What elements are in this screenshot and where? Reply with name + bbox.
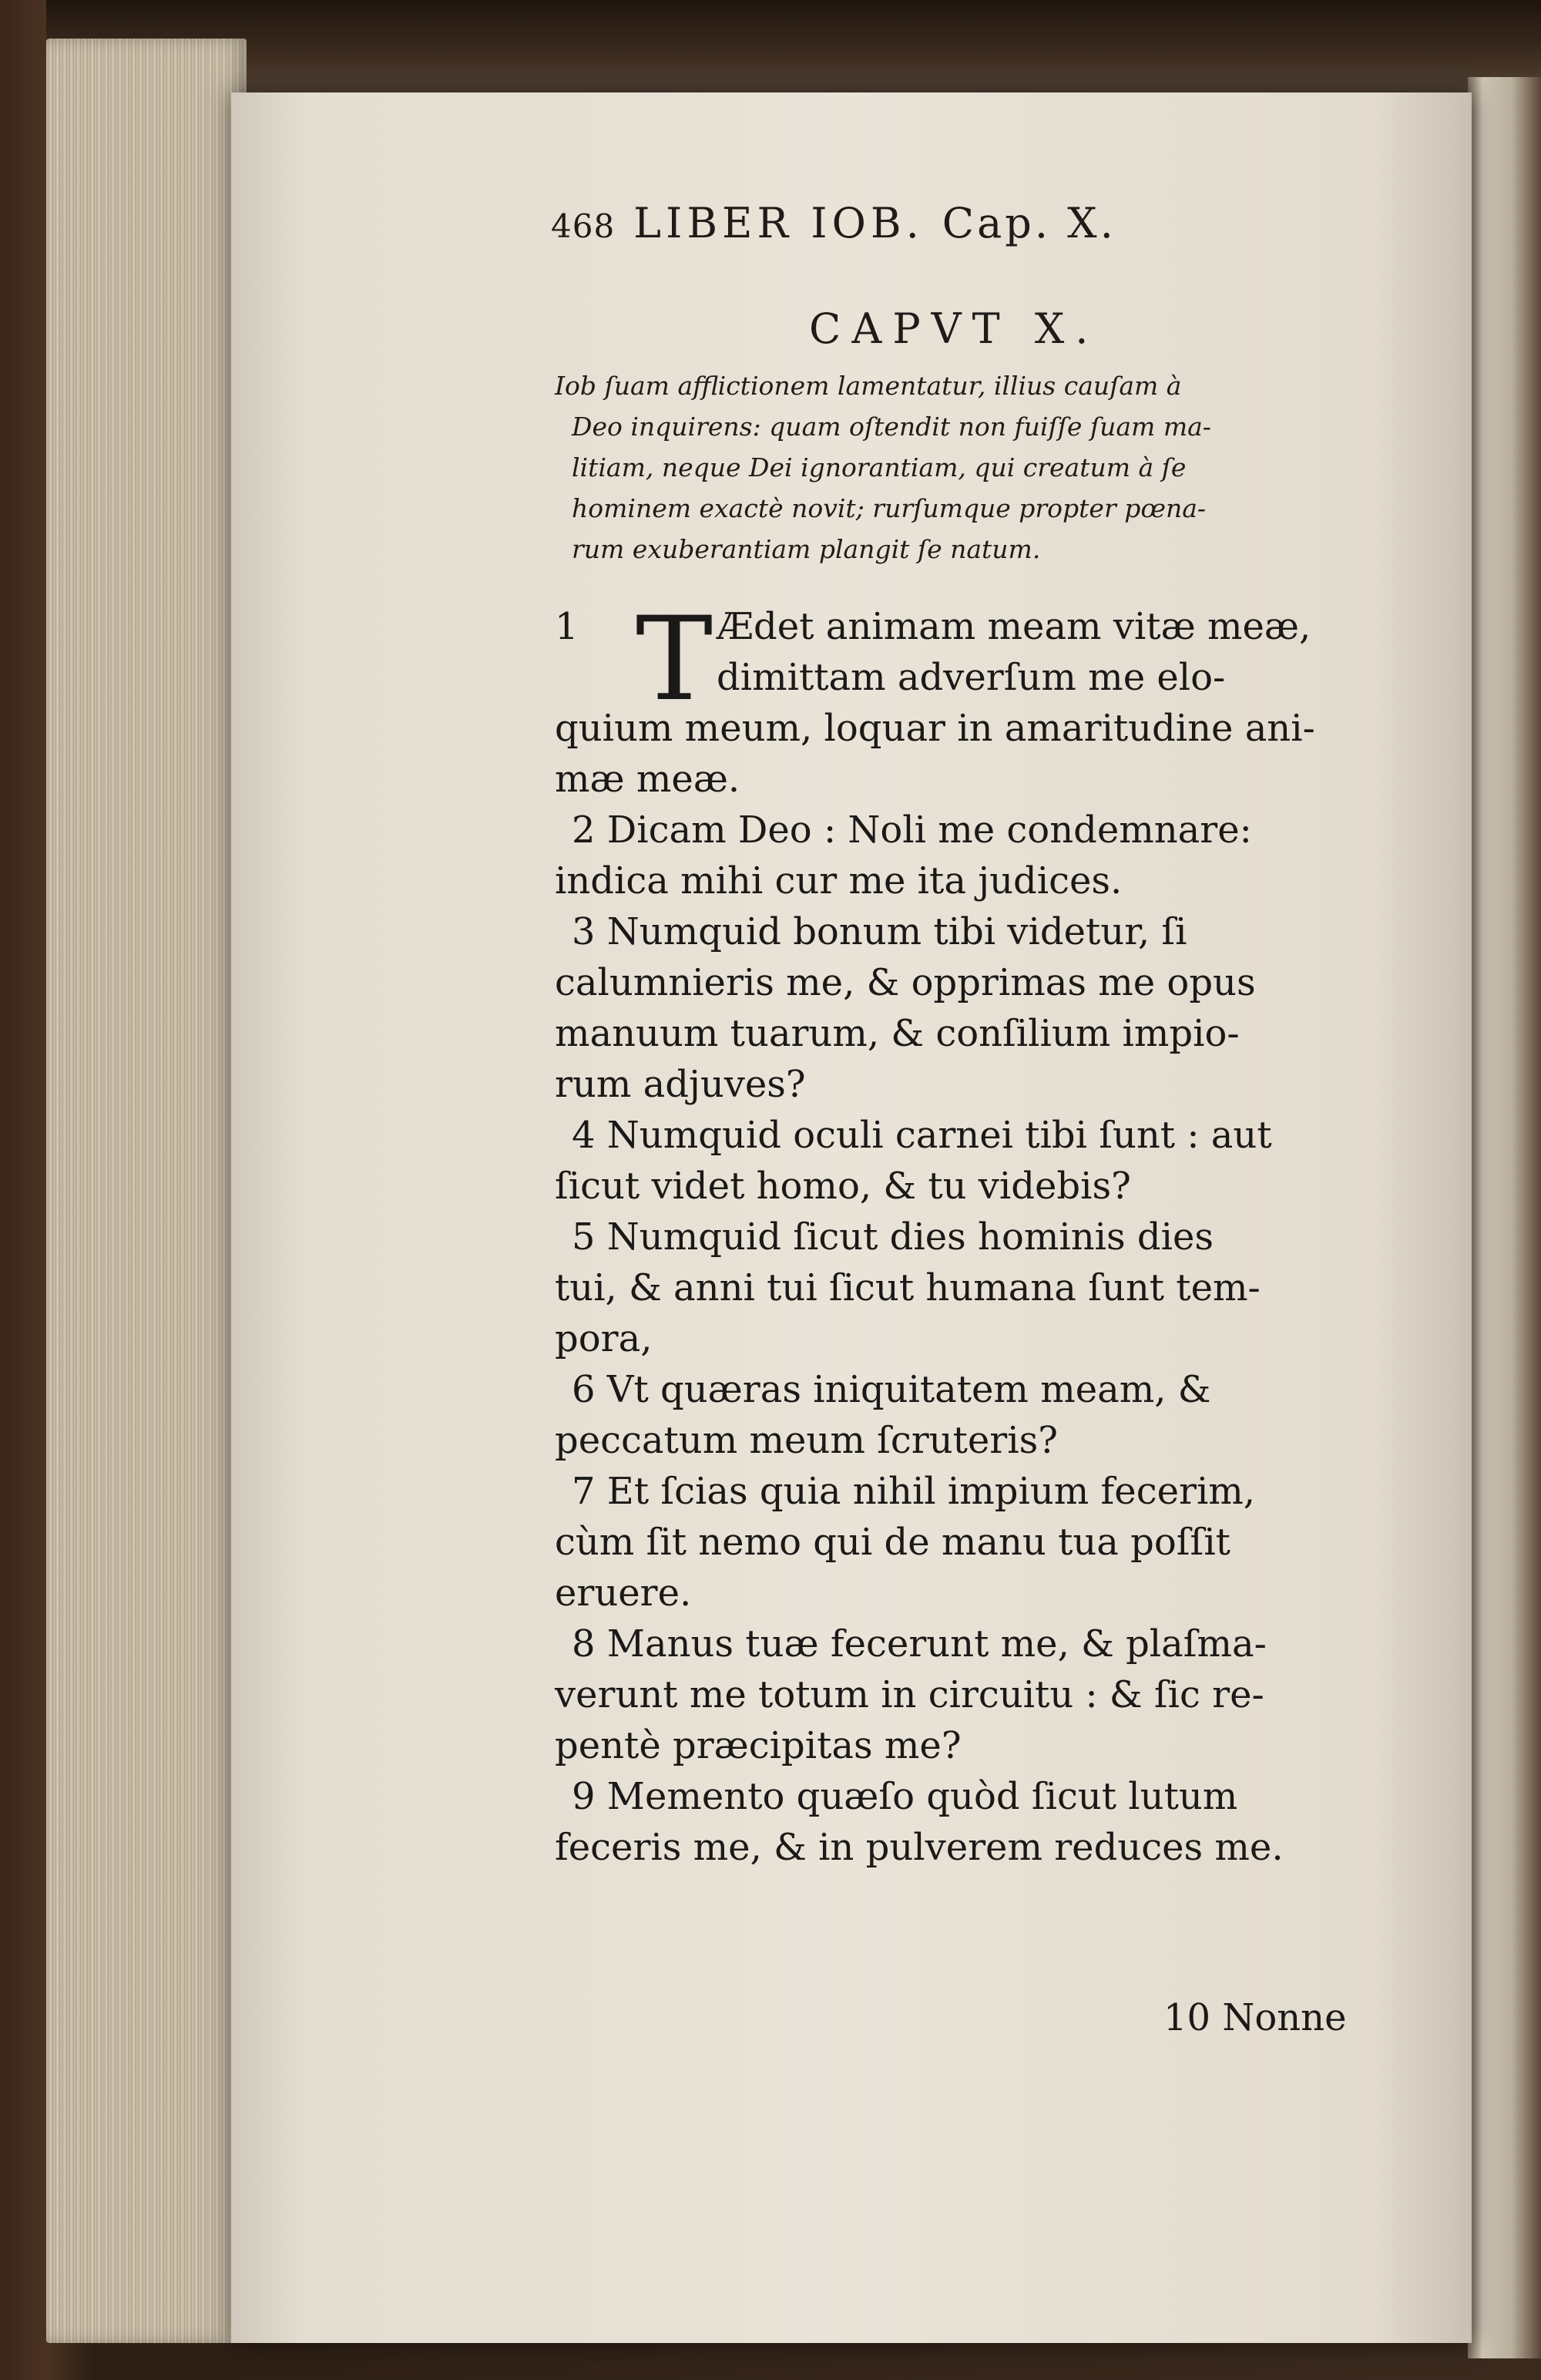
verse-line: 8 Manus tuæ fecerunt me, & plaſma- bbox=[572, 1622, 1267, 1666]
right-page-edge bbox=[1468, 77, 1541, 2358]
summary-line: Iob ſuam afflictionem lamentatur, illius cauſam à bbox=[555, 371, 1182, 401]
verse-line: 9 Memento quæſo quòd ſicut lutum bbox=[572, 1775, 1238, 1818]
verse-line: quium meum, loquar in amaritudine ani- bbox=[555, 707, 1315, 750]
drop-cap: T bbox=[636, 593, 713, 727]
verse-line: 2 Dicam Deo : Noli me condemnare: bbox=[572, 808, 1252, 852]
verse-line: ſicut videt homo, & tu videbis? bbox=[555, 1165, 1131, 1208]
verse-line: verunt me totum in circuitu : & ſic re- bbox=[555, 1673, 1264, 1716]
verse-line: peccatum meum ſcruteris? bbox=[555, 1419, 1058, 1462]
chapter-summary bbox=[555, 365, 1418, 570]
verse-line: 5 Numquid ſicut dies hominis dies bbox=[572, 1215, 1214, 1259]
catchword: 10 Nonne bbox=[1163, 1996, 1347, 2039]
verse-line: rum adjuves? bbox=[555, 1063, 806, 1106]
verse-line: pentè præcipitas me? bbox=[555, 1724, 962, 1767]
verse-line: 6 Vt quæras iniquitatem meam, & bbox=[572, 1368, 1211, 1411]
verse-line: 1 Ædet animam meam vitæ meæ, bbox=[555, 601, 1410, 652]
verse-line: feceris me, & in pulverem reduces me. bbox=[555, 1826, 1284, 1869]
verse-line: calumnieris me, & opprimas me opus bbox=[555, 961, 1256, 1004]
book-top-edge bbox=[46, 0, 1541, 100]
verse-text bbox=[555, 593, 1410, 1873]
page-edges bbox=[46, 39, 247, 2343]
verse-line: 7 Et ſcias quia nihil impium fecerim, bbox=[572, 1470, 1256, 1513]
summary-line: Deo inquirens: quam oſtendit non fuiſſe ſuam ma- bbox=[572, 412, 1211, 442]
verse-line: cùm ſit nemo qui de manu tua poſſit bbox=[555, 1521, 1230, 1564]
verse-line: indica mihi cur me ita judices. bbox=[555, 859, 1123, 903]
verse-line: mæ meæ. bbox=[555, 758, 740, 801]
page-number: 468 bbox=[551, 207, 616, 245]
verse-line: dimittam adverſum me elo- bbox=[717, 656, 1226, 699]
verse-line: 3 Numquid bonum tibi videtur, ſi bbox=[572, 910, 1187, 953]
summary-line: litiam, neque Dei ignorantiam, qui creatum à ſe bbox=[572, 452, 1187, 482]
chapter-title: CAPVT X. bbox=[809, 304, 1100, 353]
verse-line: tui, & anni tui ſicut humana ſunt tem- bbox=[555, 1266, 1261, 1309]
verse-line: 4 Numquid oculi carnei tibi ſunt : aut bbox=[572, 1114, 1272, 1157]
book-title: LIBER IOB. bbox=[633, 199, 924, 247]
summary-line: hominem exactè novit; rurſumque propter pœna- bbox=[572, 493, 1207, 523]
verse-line: eruere. bbox=[555, 1572, 692, 1615]
verse-line: pora, bbox=[555, 1317, 653, 1360]
chapter-reference: Cap. X. bbox=[942, 199, 1116, 247]
verse-line: manuum tuarum, & conſilium impio- bbox=[555, 1012, 1240, 1055]
verse-number: 1 bbox=[555, 605, 579, 648]
summary-line: rum exuberantiam plangit ſe natum. bbox=[572, 534, 1041, 564]
running-head bbox=[551, 199, 1283, 253]
